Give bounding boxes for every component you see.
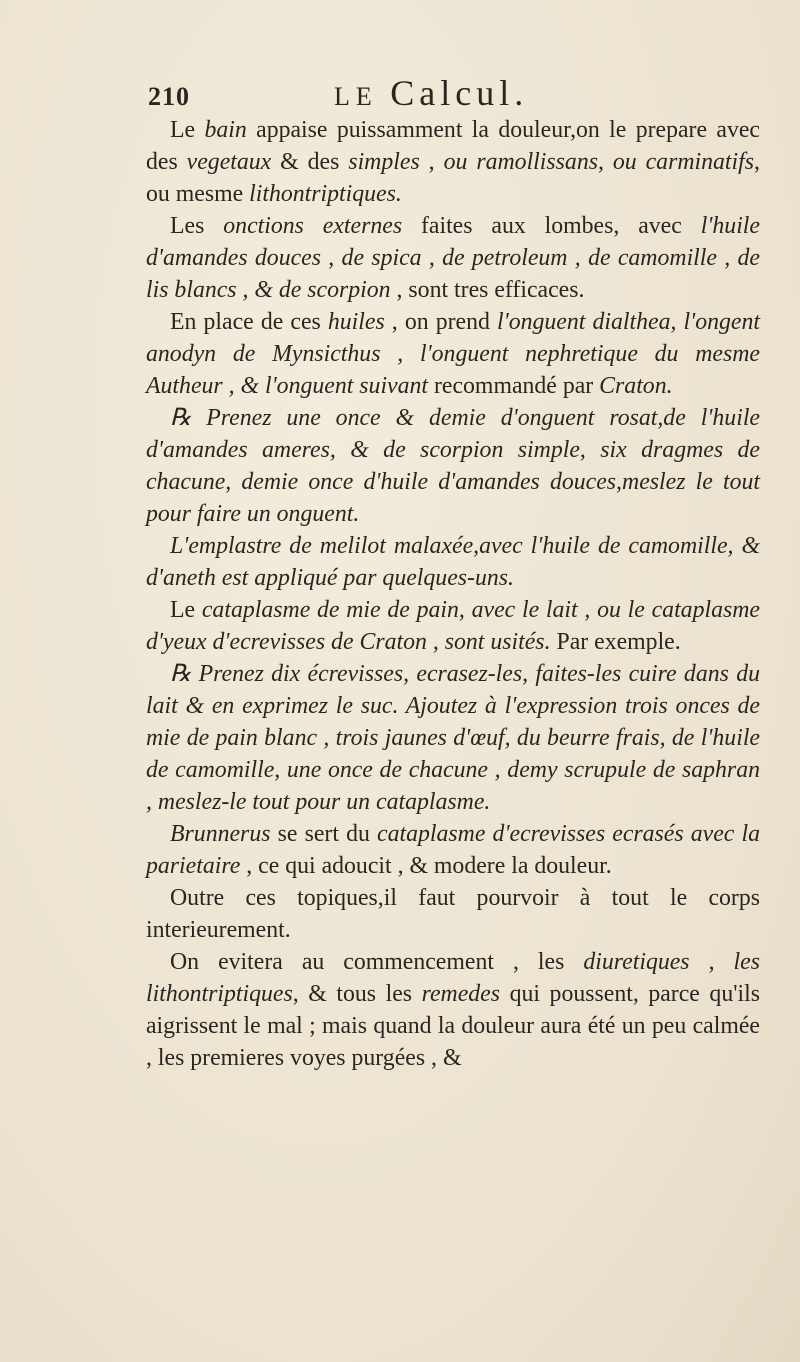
italic-text: ou ramollissans, ou carminatifs [443,149,755,175]
italic-text: vegetaux [186,149,272,175]
roman-text: appaise puissamment la douleur,on le prepare avec des [146,117,760,175]
italic-text: L'emplastre de melilot malaxée,avec l'huile de camomille, & d'aneth est appliqué par quelques-uns. [146,533,760,591]
paragraph-recipe2 [146,658,760,818]
paragraph-recipe1 [146,402,760,530]
paragraph-huiles [146,306,760,402]
paragraph-diuretiques [146,946,760,1074]
italic-text: cataplasme d'ecrevisses ecrasés avec la parietaire [146,821,761,879]
italic-text: cataplasme de mie de pain, avec le lait , ou le cataplasme d'yeux d'ecrevisses de Craton , sont usités. [146,597,760,655]
roman-text: recommandé par [428,373,600,399]
italic-text: diuretiques [583,949,690,975]
italic-text: l'huile d'amandes douces , de spica , de petroleum , de camomille , de lis blancs , & de scorpion [146,213,760,303]
page-number: 210 [148,82,190,111]
roman-text: , sont tres efficaces. [390,277,585,303]
roman-text: Les [170,213,224,239]
roman-text: On evitera au commencement , les [170,949,584,975]
italic-text: ℞ Prenez dix écrevisses, ecrasez-les, faites-les cuire dans du lait & en exprimez le suc. Ajoutez à l'expression trois onces de mie de pain blanc , trois jaunes d'œuf, du beurre frais, de l'huile de camomille, une once de chacune , demy scrupule de saphran , meslez-le tout pour un cataplasme. [146,661,760,815]
roman-text: , [419,149,444,175]
italic-text: huiles [327,309,385,335]
italic-text: les lithontriptiques [146,949,760,1007]
roman-text: Le [170,117,205,143]
italic-text: Brunnerus [170,821,271,847]
italic-text: remedes [421,981,501,1007]
italic-text: Craton. [599,373,673,399]
italic-text: l'onguent dialthea, l'ongent anodyn de Mynsicthus , l'onguent nephretique du mesme Autheur , & l'onguent suivant [146,309,760,399]
roman-text: Par exemple. [550,629,681,655]
roman-text: , [689,949,734,975]
running-title-article: LE [334,82,378,111]
italic-text: simples [348,149,420,175]
italic-text: lithontriptiques. [249,181,402,207]
roman-text: & des [271,149,349,175]
roman-text: , on prend [384,309,498,335]
roman-text: faites aux lombes, avec [402,213,701,239]
italic-text: onctions externes [223,213,403,239]
paragraph-brunnerus [146,818,760,882]
italic-text: ℞ Prenez une once & demie d'onguent rosat,de l'huile d'amandes ameres, & de scorpion simple, six dragmes de chacune, demie once d'huile d'amandes douces,meslez le tout pour faire un onguent. [146,405,760,527]
paragraph-cataplasme [146,594,760,658]
roman-text: qui poussent, parce qu'ils aigrissent le mal ; mais quand la douleur aura été un peu calmée , les premieres voyes purgées , & [146,981,760,1071]
roman-text: Le [170,597,202,623]
italic-text: bain [204,117,247,143]
paragraph-emplastre [146,530,760,594]
paragraph-onctions [146,210,760,306]
roman-text: , & tous les [292,981,422,1007]
running-title [334,72,528,114]
roman-text: , ce qui adoucit , & modere la douleur. [240,853,612,879]
paragraph-bain [146,114,760,210]
roman-text: , ou mesme [146,149,760,207]
paragraph-topiques [146,882,760,946]
running-head [148,72,760,114]
body-text [146,114,760,1074]
running-title-word: Calcul. [390,73,529,113]
roman-text: Outre ces topiques,il faut pourvoir à tout le corps interieurement. [146,885,760,943]
roman-text: se sert du [270,821,378,847]
roman-text: En place de ces [170,309,328,335]
